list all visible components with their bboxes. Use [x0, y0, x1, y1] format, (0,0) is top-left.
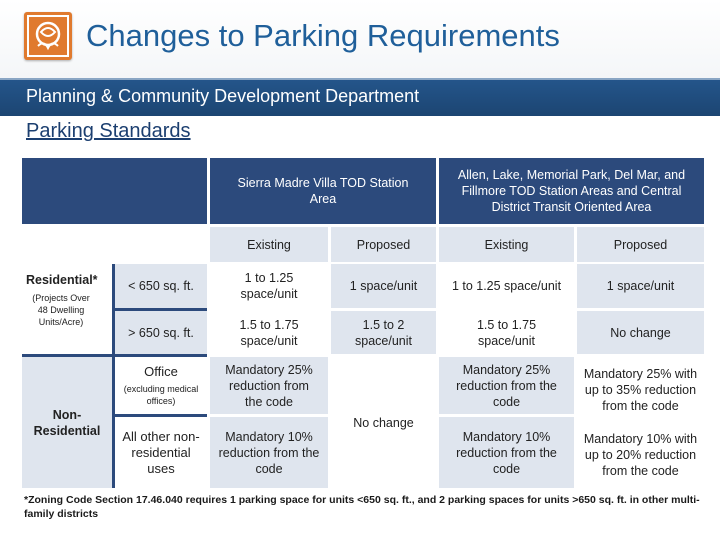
residential-label-text: Residential* [26, 273, 98, 287]
department-band [0, 78, 720, 116]
department-name: Planning & Community Development Department [26, 86, 420, 106]
other-g2-existing: Mandatory 10% reduction from the code [456, 429, 557, 476]
row1-size: < 650 sq. ft. [128, 279, 194, 293]
row1-g1-proposed: 1 space/unit [349, 279, 418, 293]
section-title: Parking Standards [26, 120, 191, 142]
office-g2-proposed: Mandatory 25% with up to 35% reduction from the code [583, 366, 698, 413]
row2-g1-proposed: 1.5 to 2 space/unit [355, 317, 412, 348]
row2-g1-existing: 1.5 to 1.75 space/unit [239, 317, 299, 348]
residential-label [26, 272, 112, 332]
row1-g1-existing: 1 to 1.25 space/unit [240, 271, 298, 301]
other-label: All other non-residential uses [122, 428, 200, 476]
residential-note: (Projects Over 48 Dwelling Units/Acre) [32, 293, 90, 327]
office-note: (excluding medical offices) [123, 384, 199, 406]
other-g2-proposed: Mandatory 10% with up to 20% reduction from the code [583, 432, 698, 478]
g2-existing-header: Existing [484, 237, 529, 252]
row1-g2-existing: 1 to 1.25 space/unit [451, 279, 562, 293]
nonres-label: Non-Residential [33, 407, 101, 438]
g2-proposed-header: Proposed [613, 237, 668, 252]
office-label-cell [115, 357, 207, 414]
g1-existing-header: Existing [247, 237, 291, 252]
other-g1-existing: Mandatory 10% reduction from the code [218, 429, 320, 476]
rose-logo-icon [24, 12, 72, 60]
footnote: *Zoning Code Section 17.46.040 requires 1 parking space for units <650 sq. ft., and 2 parking spaces for units >650 sq. ft. in other multi-family districts [22, 488, 704, 530]
group2-header: Allen, Lake, Memorial Park, Del Mar, and Fillmore TOD Station Areas and Central District Transit Oriented Area [457, 168, 686, 214]
row2-g2-proposed: No change [610, 325, 671, 340]
office-g2-existing: Mandatory 25% reduction from the code [456, 362, 557, 409]
office-g1-existing: Mandatory 25% reduction from the code [225, 362, 313, 409]
page-title: Changes to Parking Requirements [86, 18, 560, 53]
slide-header [0, 0, 720, 78]
group1-header: Sierra Madre Villa TOD Station Area [237, 176, 409, 206]
office-label: Office [144, 364, 178, 379]
row2-size: > 650 sq. ft. [128, 325, 194, 340]
row1-g2-proposed: 1 space/unit [606, 279, 675, 293]
nonres-g1-proposed: No change [353, 415, 414, 430]
row2-g2-existing: 1.5 to 1.75 space/unit [476, 317, 537, 348]
g1-proposed-header: Proposed [356, 237, 411, 252]
